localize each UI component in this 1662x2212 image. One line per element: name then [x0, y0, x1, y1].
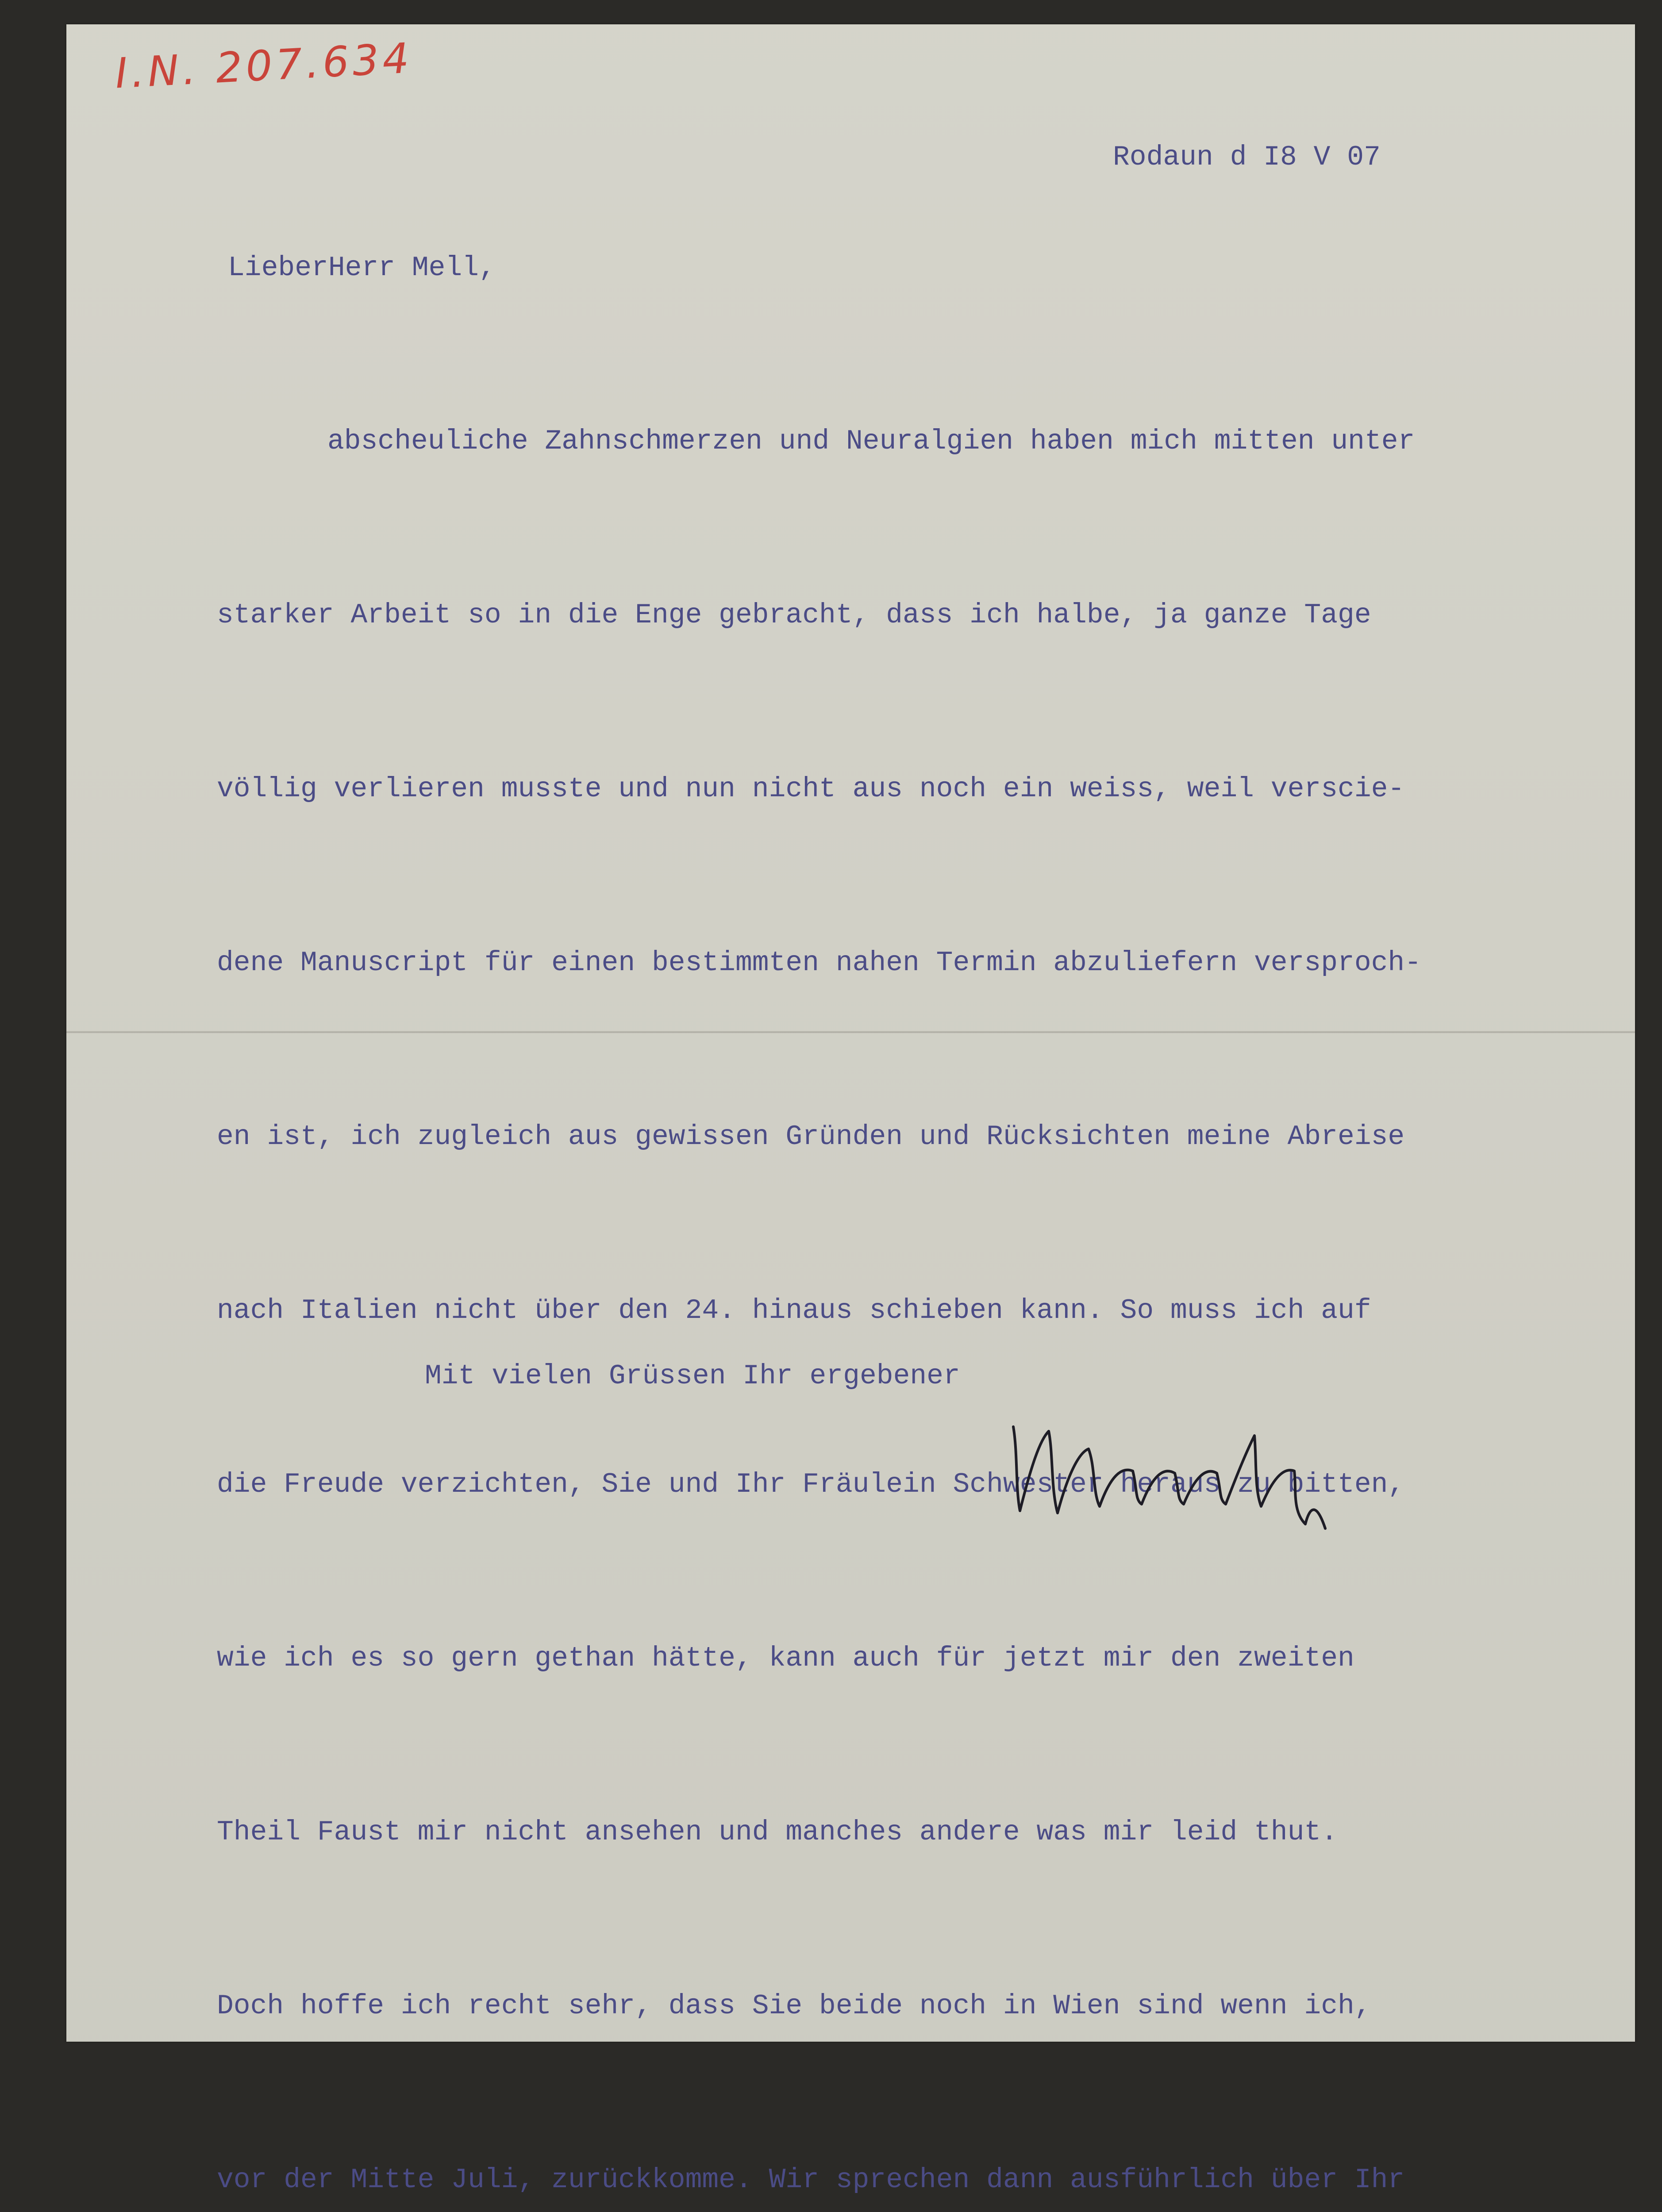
body-line: en ist, ich zugleich aus gewissen Gründen und Rücksichten meine Abreise [217, 1121, 1405, 1152]
salutation: LieberHerr Mell, [228, 252, 496, 284]
body-line: wie ich es so gern gethan hätte, kann auch für jetzt mir den zweiten [217, 1643, 1354, 1674]
body-line: völlig verlieren musste und nun nicht aus noch ein weiss, weil verscie- [217, 773, 1405, 805]
dateline: Rodaun d I8 V 07 [1113, 142, 1381, 173]
letter-page [66, 24, 1635, 2196]
body-line: die Freude verzichten, Sie und Ihr Fräulein Schwester heraus zu bitten, [217, 1469, 1405, 1500]
body-line: Theil Faust mir nicht ansehen und manches andere was mir leid thut. [217, 1816, 1338, 1848]
body-line: vor der Mitte Juli, zurückkomme. Wir sprechen dann ausführlich über Ihr [217, 2164, 1405, 2196]
body-line: abscheuliche Zahnschmerzen und Neuralgien haben mich mitten unter [327, 426, 1415, 457]
body-line: starker Arbeit so in die Enge gebracht, dass ich halbe, ja ganze Tage [217, 599, 1371, 631]
closing: Mit vielen Grüssen Ihr ergebener [425, 1360, 960, 1392]
body-line: dene Manuscript für einen bestimmten nahen Termin abzuliefern versproch- [217, 947, 1422, 979]
inventory-number: I.N. 207.634 [114, 34, 414, 98]
letter-body [217, 296, 1589, 2212]
body-line: nach Italien nicht über den 24. hinaus schieben kann. So muss ich auf [217, 1295, 1371, 1326]
handwritten-signature [1000, 1400, 1345, 1542]
body-line: Doch hoffe ich recht sehr, dass Sie beide noch in Wien sind wenn ich, [217, 1990, 1371, 2022]
